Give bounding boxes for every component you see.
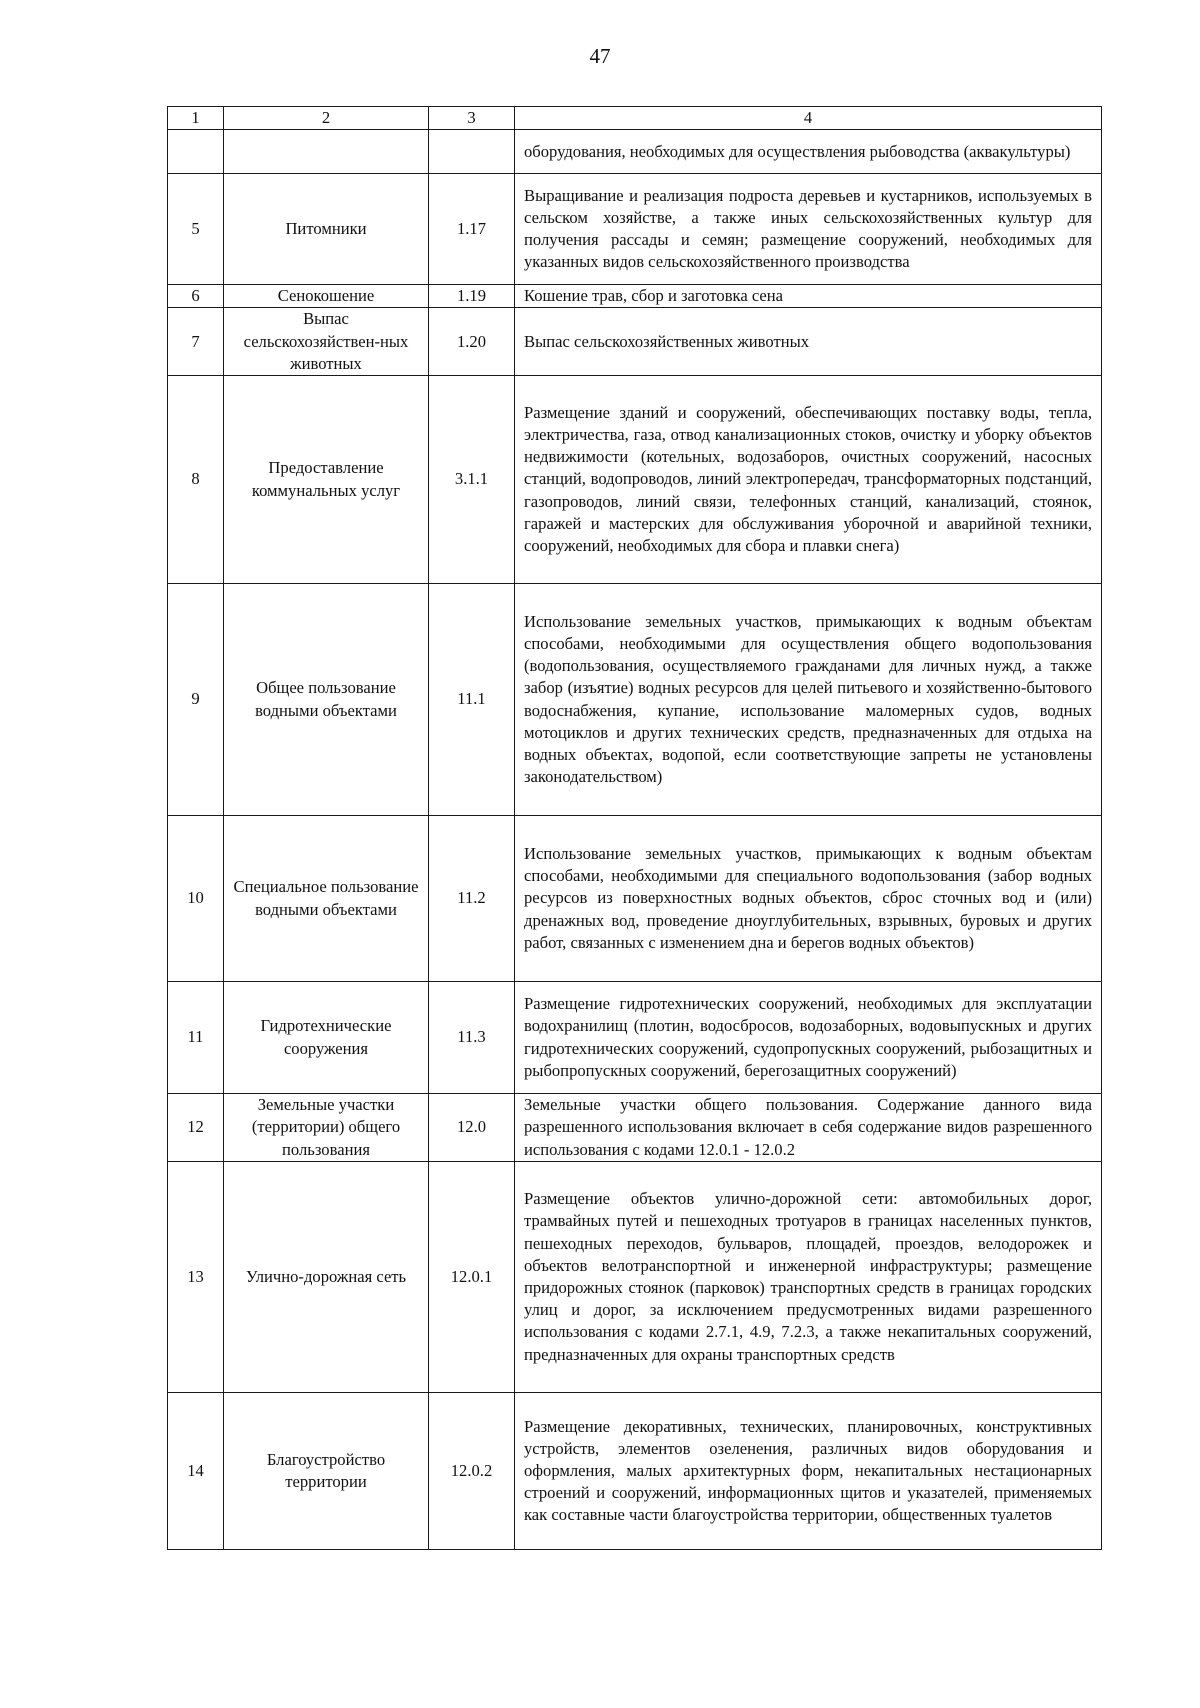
land-use-code: 12.0 (429, 1094, 515, 1162)
table-row (168, 584, 1102, 816)
column-header-2: 2 (224, 107, 429, 130)
land-use-code: 11.3 (429, 982, 515, 1094)
row-number: 13 (168, 1162, 224, 1393)
land-use-description: Выращивание и реализация подроста деревьев и кустарников, используемых в сельском хозяйстве, а также иных сельскохозяйственных культур для получения рассады и семян; размещение сооружений, необходимых для указанных видов сельскохозяйственного производства (515, 174, 1102, 285)
table-row (168, 174, 1102, 285)
land-use-description: Использование земельных участков, примыкающих к водным объектам способами, необходимыми для специального водопользования (забор водных ресурсов из поверхностных водных объектов, сброс сточных вод и (или) дренажных вод, проведение дноуглубительных, взрывных, буровых и других работ, связанных с изменением дна и берегов водных объектов) (515, 816, 1102, 982)
land-use-description: Кошение трав, сбор и заготовка сена (515, 285, 1102, 308)
land-use-description: Использование земельных участков, примыкающих к водным объектам способами, необходимыми для осуществления общего водопользования (водопользования, осуществляемого гражданами для личных нужд, а также забор (изъятие) водных ресурсов для целей питьевого и хозяйственно-бытового водоснабжения, купание, использование маломерных судов, водных мотоциклов и других технических средств, предназначенных для отдыха на водных объектах, водопой, если соответствующие запреты не установлены законодательством) (515, 584, 1102, 816)
table-row (168, 1393, 1102, 1550)
land-use-name: Сенокошение (224, 285, 429, 308)
land-use-name (224, 130, 429, 174)
row-number: 9 (168, 584, 224, 816)
row-number: 7 (168, 308, 224, 376)
table-row (168, 982, 1102, 1094)
land-use-code: 1.19 (429, 285, 515, 308)
land-use-name: Питомники (224, 174, 429, 285)
table-header-row (168, 107, 1102, 130)
land-use-description: Размещение декоративных, технических, планировочных, конструктивных устройств, элементов озеленения, различных видов оборудования и оформления, малых архитектурных форм, некапитальных нестационарных строений и сооружений, информационных щитов и указателей, применяемых как составные части благоустройства территории, общественных туалетов (515, 1393, 1102, 1550)
land-use-name: Общее пользование водными объектами (224, 584, 429, 816)
land-use-description: Земельные участки общего пользования. Содержание данного вида разрешенного использования включает в себя содержание видов разрешенного использования с кодами 12.0.1 - 12.0.2 (515, 1094, 1102, 1162)
land-use-code: 1.17 (429, 174, 515, 285)
row-number: 11 (168, 982, 224, 1094)
land-use-name: Гидротехнические сооружения (224, 982, 429, 1094)
land-use-description: Размещение объектов улично-дорожной сети: автомобильных дорог, трамвайных путей и пешеходных тротуаров в границах населенных пунктов, пешеходных переходов, бульваров, площадей, проездов, велодорожек и объектов велотранспортной и инженерной инфраструктуры; размещение придорожных стоянок (парковок) транспортных средств в границах городских улиц и дорог, за исключением предусмотренных видами разрешенного использования с кодами 2.7.1, 4.9, 7.2.3, а также некапитальных сооружений, предназначенных для охраны транспортных средств (515, 1162, 1102, 1393)
row-number: 14 (168, 1393, 224, 1550)
land-use-name: Выпас сельскохозяйствен-ных животных (224, 308, 429, 376)
land-use-code: 12.0.1 (429, 1162, 515, 1393)
land-use-code: 3.1.1 (429, 376, 515, 584)
land-use-table (167, 106, 1102, 1550)
land-use-code: 11.2 (429, 816, 515, 982)
row-number: 10 (168, 816, 224, 982)
column-header-4: 4 (515, 107, 1102, 130)
table-row (168, 1094, 1102, 1162)
table-row (168, 130, 1102, 174)
land-use-code (429, 130, 515, 174)
land-use-description: Выпас сельскохозяйственных животных (515, 308, 1102, 376)
table-row (168, 816, 1102, 982)
column-header-1: 1 (168, 107, 224, 130)
land-use-description: Размещение зданий и сооружений, обеспечивающих поставку воды, тепла, электричества, газа, отвод канализационных стоков, очистку и уборку объектов недвижимости (котельных, водозаборов, очистных сооружений, насосных станций, водопроводов, линий электропередач, трансформаторных подстанций, газопроводов, линий связи, телефонных станций, канализаций, стоянок, гаражей и мастерских для обслуживания уборочной и аварийной техники, сооружений, необходимых для сбора и плавки снега) (515, 376, 1102, 584)
land-use-code: 12.0.2 (429, 1393, 515, 1550)
land-use-code: 1.20 (429, 308, 515, 376)
column-header-3: 3 (429, 107, 515, 130)
row-number: 5 (168, 174, 224, 285)
land-use-name: Предоставление коммунальных услуг (224, 376, 429, 584)
row-number: 6 (168, 285, 224, 308)
land-use-name: Земельные участки (территории) общего пользования (224, 1094, 429, 1162)
land-use-name: Специальное пользование водными объектами (224, 816, 429, 982)
land-use-description: оборудования, необходимых для осуществления рыбоводства (аквакультуры) (515, 130, 1102, 174)
land-use-description: Размещение гидротехнических сооружений, необходимых для эксплуатации водохранилищ (плотин, водосбросов, водозаборных, водовыпускных и других гидротехнических сооружений, судопропускных сооружений, рыбозащитных и рыбопропускных сооружений, берегозащитных сооружений) (515, 982, 1102, 1094)
row-number: 8 (168, 376, 224, 584)
land-use-name: Благоустройство территории (224, 1393, 429, 1550)
table-row (168, 376, 1102, 584)
land-use-code: 11.1 (429, 584, 515, 816)
row-number (168, 130, 224, 174)
row-number: 12 (168, 1094, 224, 1162)
table-row (168, 285, 1102, 308)
table-row (168, 308, 1102, 376)
table-row (168, 1162, 1102, 1393)
land-use-name: Улично-дорожная сеть (224, 1162, 429, 1393)
page-number: 47 (589, 44, 611, 68)
